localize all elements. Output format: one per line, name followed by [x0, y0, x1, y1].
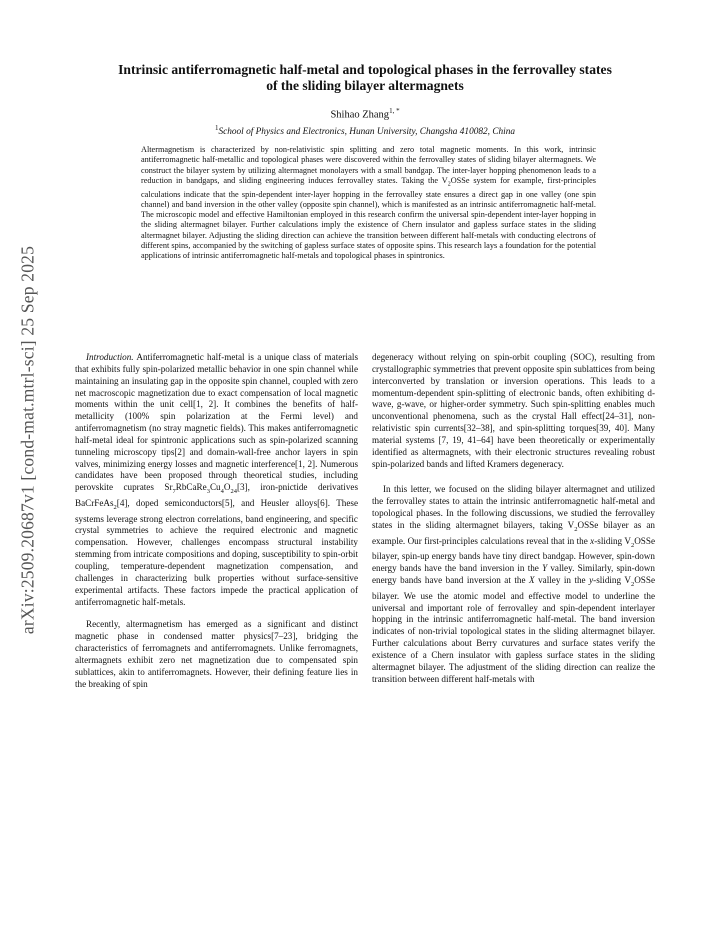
paragraph-altermagnetism: Recently, altermagnetism has emerged as a significant and distinct magnetic phase in condensed matter physics[7–23], bridging the characteristics of ferromagnets and antiferromagnets. Unlike ferromagnets, altermagnets exhibit zero net magnetization due to compensated spin sublattices, akin to antiferromagnets. However, their defining feature lies in the breaking of spin [75, 619, 358, 689]
abstract-formula-subscript: 2 [447, 181, 451, 188]
formula-subscript: 2 [630, 541, 635, 549]
body-column-right [372, 352, 655, 685]
title-line-2: of the sliding bilayer altermagnets [266, 78, 464, 93]
intro-text-5: [3], iron-pnictide derivatives BaCrFeAs [75, 482, 358, 508]
paragraph-this-letter [372, 484, 655, 685]
introduction-label: Introduction. [86, 352, 134, 362]
letter-text-2: OSSe bilayer as an example. Our first-principles calculations reveal that in the [372, 519, 655, 546]
intro-text-4: O [223, 482, 231, 493]
intro-text-1: Antiferromagnetic half-metal is a unique class of materials that exhibits fully spin-polarized metallic behavior in one spin channel while maintaining an insulating gap in the opposite spin channel, coupled with zero net macroscopic magnetization due to exact compensation of local magnetic moments within the unit cell[1, 2]. It combines the benefits of half-metallicity (100% spin polarization at the Fermi level) and antiferromagnetism (no stray magnetic fields). This makes antiferromagnetic half-metal ideal for spintronic applications such as spin-polarized scanning tunneling microscopy tips[2] and domain-wall-free anchor layers in spin valves, minimizing energy losses and magnetic interference[1, 2]. Numerous candidates have been proposed through theoretical studies, including perovskite cuprates Sr [75, 352, 358, 493]
math-variable: Y [542, 563, 548, 574]
formula-subscript: 2 [113, 503, 117, 511]
paragraph-altermagnetism-continued: degeneracy without relying on spin-orbit coupling (SOC), resulting from crystallographic symmetries that prevent opposite spin sublattices from being interconverted by translation or inversion operations. This leads to a momentum-dependent spin-splitting of electronic bands, often exhibiting d-wave, g-wave, or higher-order symmetry. Such spin-splitting enables much unconventional phenomena, such as the crystal Hall effect[24–31], non-relativistic spin currents[32–38], and spin-splitting torques[39, 40]. Many material systems [7, 19, 41–64] have been theoretically or experimentally identified as altermagnets, with their electronic structures revealing robust spin-polarized bands and lifted Kramers degeneracy. [372, 352, 655, 469]
paragraph-introduction [75, 352, 358, 608]
letter-text-5: valley. Similarly, spin-down energy bands have band inversion at the [372, 563, 655, 585]
letter-text-4: OSSe bilayer, spin-up energy bands have tiny direct bandgap. However, spin-down energy bands have the band inversion in the [372, 535, 655, 574]
affiliation-line [60, 124, 670, 137]
abstract-text-1: Altermagnetism is characterized by non-relativistic spin splitting and zero total magnetic moments. In this work, intrinsic antiferromagnetic half-metallic and topological phases were discovered within the ferrovalley states of sliding bilayer altermagnets. We construct the bilayer system by utilizing altermagnet monolayers with a small bandgap. The inter-layer hopping phenomenon leads to a reduction in bandgaps, and sliding engineering induces ferrovalley states. Taking the V [141, 145, 596, 185]
letter-text-1: In this letter, we focused on the sliding bilayer altermagnet and utilized the ferrovalley states to attain the intrinsic antiferromagnetic half-metal and topological phases. In the following discussions, we studied the ferrovalley states in the sliding altermagnet bilayers, taking V [372, 484, 655, 530]
abstract-text-2: OSSe system for example, first-principles calculations indicate that the spin-dependent inter-layer hopping in the ferrovalley state ensures a direct gap in one valley (one spin channel) and band inversion in the other valley (opposite spin channel), which is manifested as an intrinsic antiferromagnetic half-metal. The microscopic model and effective Hamiltonian employed in this research confirm the universal spin-dependent inter-layer hopping in the sliding altermagnet bilayer. Further calculations imply the existence of Chern insulator and gapless surface states in the sliding altermagnet bilayer. Adjusting the sliding direction can achieve the transition between different half-metals with conducting electrons of different spins, accompanied by the switching of gapless surface states of opposite spins. This research lays a foundation for the potential applications of intrinsic antiferromagnetic half-metals and topological phases in spintronics. [141, 175, 596, 261]
intro-text-3: Cu [209, 482, 221, 493]
title-line-1: Intrinsic antiferromagnetic half-metal and topological phases in the ferrovalley states [118, 62, 612, 77]
affiliation-mark: 1 [214, 124, 219, 132]
affiliation-text: School of Physics and Electronics, Hunan University, Changsha 410082, China [218, 127, 516, 138]
math-variable: y [589, 575, 594, 585]
author-line [60, 107, 670, 121]
intro-text-6: [4], doped semiconductors[5], and Heusler alloys[6]. These systems leverage strong electron correlations, band engineering, and specific crystal symmetries to achieve the required electronic and magnetic compensation. However, challenges encompass structural instability stemming from intricate compositions and doping, susceptibility to spin-orbit coupling, temperature-dependent magnetization compensation, and challenges in characterizing bulk properties without surface-sensitive experimental artifacts. These factors impede the practical application of antiferromagnetic half-metals. [75, 497, 358, 607]
letter-text-3: -sliding V [594, 535, 631, 546]
arxiv-sidebar [8, 200, 48, 680]
math-variable: x [590, 535, 595, 546]
paper-title [60, 62, 670, 94]
formula-subscript: 2 [574, 525, 578, 533]
letter-text-7: -sliding V [593, 575, 631, 585]
letter-text-8: OSSe bilayer. We use the atomic model and effective model to underline the universal and important role of ferrovalley and spin-dependent interlayer hopping in the intrinsic antiferromagnetic half-metal. The band inversion indicates of non-trivial topological states in the sliding altermagnet bilayer. Further calculations about Berry curvatures and surface states verify the existence of a Chern insulator with gapless surface states in the sliding altermagnet bilayer. The adjustment of the sliding direction can realize the transition between different half-metals with [372, 575, 655, 684]
letter-text-6: valley in the [534, 575, 590, 585]
formula-subscript: 24 [230, 488, 237, 496]
intro-text-2: RbCaRe [175, 482, 207, 493]
formula-subscript: 3 [206, 488, 210, 496]
formula-subscript: 7 [172, 488, 176, 496]
body-column-left [75, 352, 358, 690]
abstract [141, 145, 596, 261]
author-name: Shihao Zhang [330, 109, 390, 121]
formula-subscript: 2 [630, 580, 635, 588]
author-affiliation-mark: 1, * [389, 107, 400, 115]
math-variable: X [529, 575, 535, 585]
formula-subscript: 4 [220, 488, 224, 496]
arxiv-identifier: arXiv:2509.20687v1 [cond-mat.mtrl-sci] 25 Sep 2025 [17, 245, 38, 635]
